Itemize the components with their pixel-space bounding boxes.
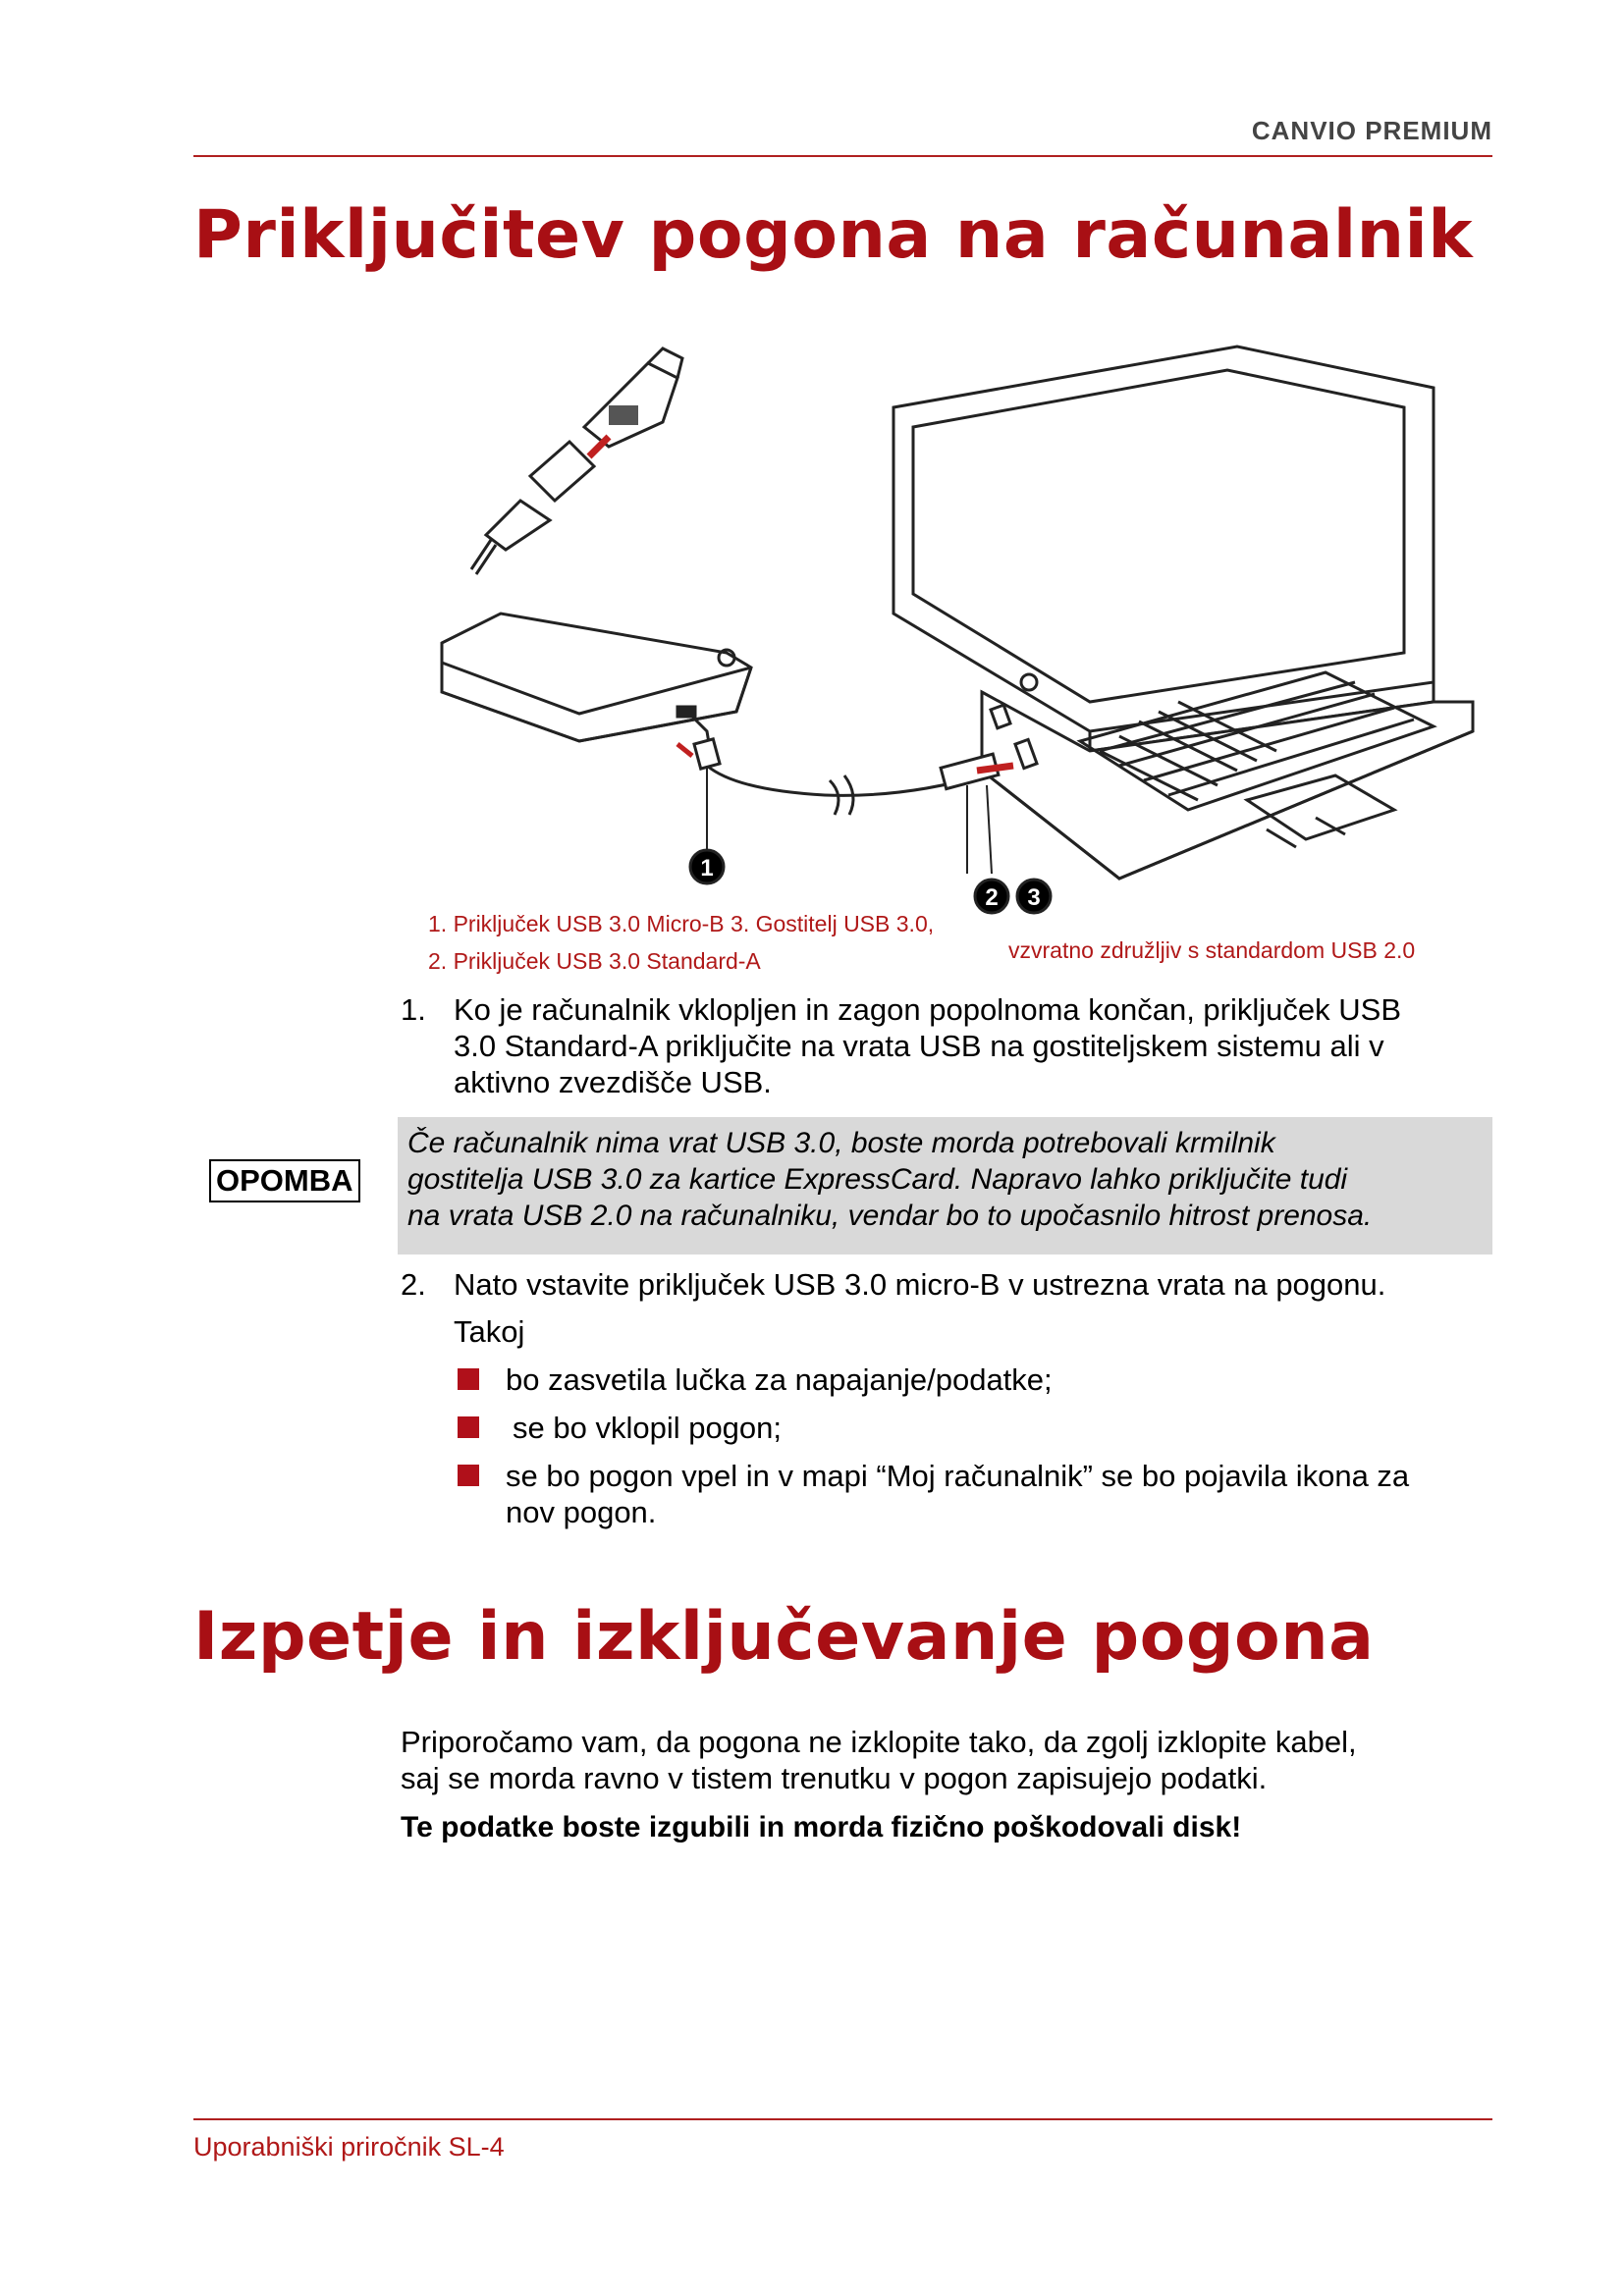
figure-caption-line2: 2. Priključek USB 3.0 Standard-A: [428, 948, 761, 974]
step2-number: 2.: [401, 1267, 426, 1302]
bullet-item-1: bo zasvetila lučka za napajanje/podatke;: [506, 1362, 1053, 1397]
bullet-item-3-cont: nov pogon.: [506, 1495, 657, 1529]
section-title-connect: Priključitev pogona na računalnik: [193, 196, 1474, 274]
step1-line2: 3.0 Standard-A priključite na vrata USB na gostiteljskem sistemu ali v: [454, 1029, 1384, 1063]
note-text: [407, 1125, 1483, 1234]
callout-3-label: 3: [1027, 884, 1041, 911]
section-title-eject: Izpetje in izključevanje pogona: [193, 1598, 1375, 1676]
step2-line2: Takoj: [454, 1314, 525, 1349]
note-line1: Če računalnik nima vrat USB 3.0, boste morda potrebovali krmilnik: [407, 1127, 1275, 1159]
bullet-square-icon: [458, 1368, 479, 1390]
step1-number: 1.: [401, 992, 426, 1027]
footer-rule: [193, 2118, 1492, 2120]
header-rule: [193, 155, 1492, 157]
usb-cable-icon: [677, 712, 1013, 815]
callout-2-label: 2: [985, 884, 999, 911]
external-drive-icon: [442, 614, 751, 741]
bullet-square-icon: [458, 1465, 479, 1486]
note-line2: gostitelja USB 3.0 za kartice ExpressCard. Napravo lahko priključite tudi: [407, 1163, 1348, 1196]
note-label: OPOMBA: [209, 1159, 360, 1202]
bullet-item-2: se bo vklopil pogon;: [513, 1411, 783, 1445]
note-line3: na vrata USB 2.0 na računalniku, vendar bo to upočasnilo hitrost prenosa.: [407, 1200, 1373, 1232]
step1-line1: Ko je računalnik vklopljen in zagon popolnoma končan, priključek USB: [454, 992, 1401, 1027]
step1-line3: aktivno zvezdišče USB.: [454, 1065, 772, 1099]
laptop-icon: [893, 347, 1473, 879]
usb-adapter-icon: [471, 348, 682, 574]
section2-warning: Te podatke boste izgubili in morda fizično poškodovali disk!: [401, 1811, 1242, 1843]
header-product-name: CANVIO PREMIUM: [1251, 116, 1492, 145]
section2-para-line1: Priporočamo vam, da pogona ne izklopite tako, da zgolj izklopite kabel,: [401, 1725, 1357, 1759]
figure-caption-right: vzvratno združljiv s standardom USB 2.0: [1008, 937, 1416, 963]
connection-illustration: [412, 329, 1492, 911]
callout-1-label: 1: [700, 855, 714, 881]
step2-line1: Nato vstavite priključek USB 3.0 micro-B v ustrezna vrata na pogonu.: [454, 1267, 1386, 1302]
bullet-square-icon: [458, 1416, 479, 1438]
footer-text: Uporabniški priročnik SL-4: [193, 2132, 505, 2162]
section2-para-line2: saj se morda ravno v tistem trenutku v pogon zapisujejo podatki.: [401, 1761, 1268, 1795]
figure-caption-line1: 1. Priključek USB 3.0 Micro-B 3. Gostitelj USB 3.0,: [428, 911, 935, 936]
bullet-item-3: se bo pogon vpel in v mapi “Moj računalnik” se bo pojavila ikona za: [506, 1459, 1410, 1493]
